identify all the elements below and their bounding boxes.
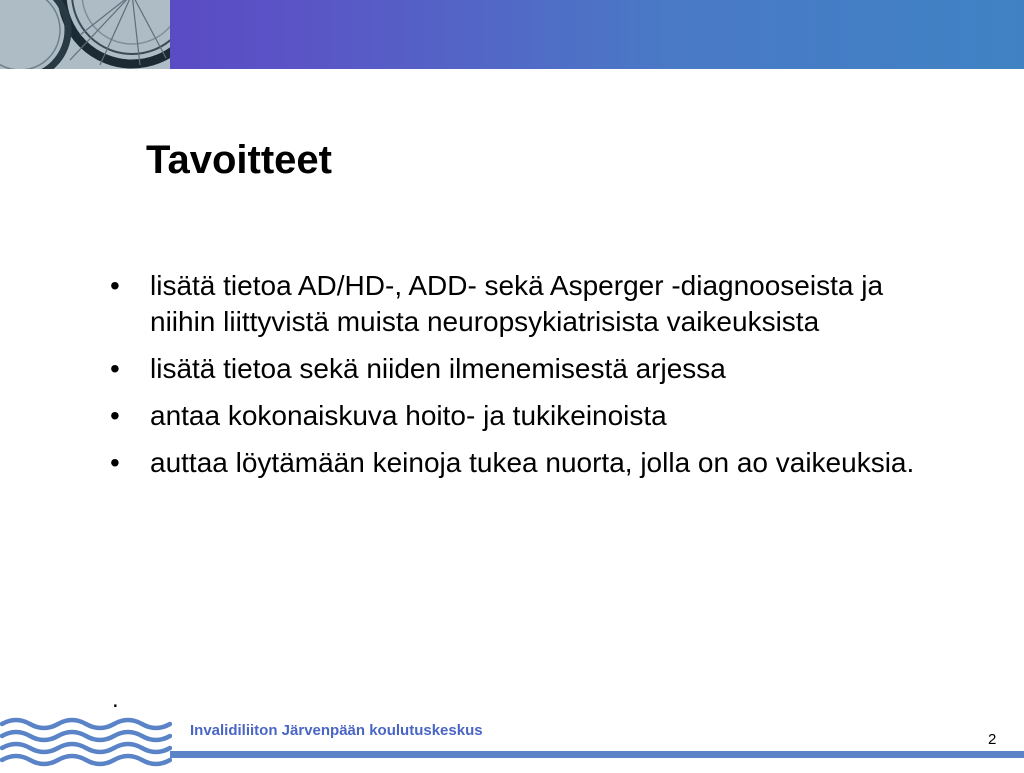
trailing-period: . [112, 686, 119, 713]
bullet-text: antaa kokonaiskuva hoito- ja tukikeinoista [150, 400, 667, 431]
bullet-item [110, 351, 930, 387]
bullet-marker: • [110, 447, 120, 478]
bullet-text: auttaa löytämään keinoja tukea nuorta, jolla on ao vaikeuksia. [150, 447, 915, 478]
page-number: 2 [988, 731, 997, 748]
slide-title: Tavoitteet [146, 138, 332, 182]
bullet-item [110, 268, 930, 340]
bullet-text: lisätä tietoa AD/HD-, ADD- sekä Asperger -diagnooseista ja niihin liittyvistä muista neuropsykiatrisista vaikeuksista [150, 270, 884, 337]
waves-logo-icon [0, 716, 172, 768]
bullet-text: lisätä tietoa sekä niiden ilmenemisestä arjessa [150, 353, 726, 384]
footer-organization: Invalidiliiton Järvenpään koulutuskeskus [190, 722, 483, 739]
bullet-item [110, 445, 930, 481]
bullet-item [110, 398, 930, 434]
bullet-list [110, 268, 930, 492]
wheelchair-wheel-photo-icon [0, 0, 170, 69]
footer-band [170, 751, 1024, 758]
bullet-marker: • [110, 400, 120, 431]
bullet-marker: • [110, 353, 120, 384]
bullet-marker: • [110, 270, 120, 301]
